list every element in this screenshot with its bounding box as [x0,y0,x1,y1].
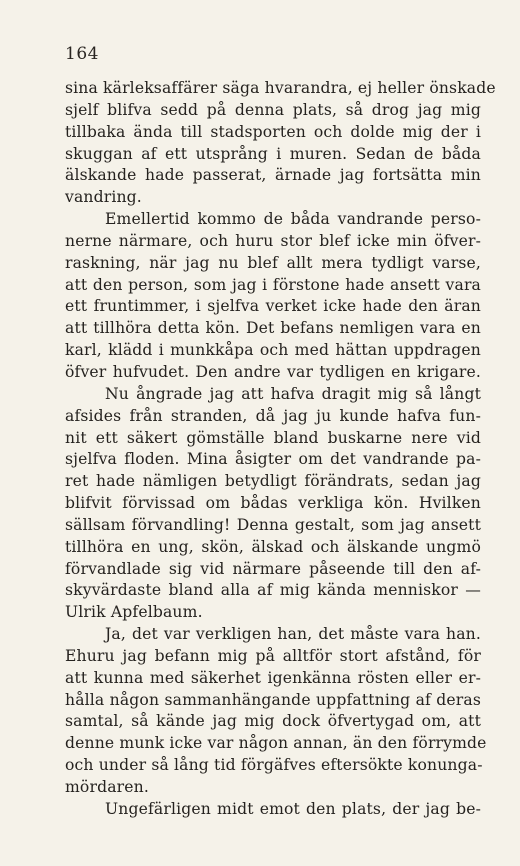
text-line: att den person, som jag i förstone hade ansett vara [65,275,481,294]
text-line: sina kärleksaffärer säga hvarandra, ej heller önskade [65,79,496,97]
text-line: Ehuru jag befann mig på alltför stort afstånd, för [65,646,481,665]
text-line: Ungefärligen midt emot den plats, der jag be- [105,799,481,818]
text-line: tillhöra en ung, skön, älskad och älskande ungmö [65,537,481,556]
text-line: Emellertid kommo de båda vandrande perso- [105,210,481,229]
text-line: öfver hufvudet. Den andre var tydligen en krigare. [65,362,481,381]
text-line: skuggan af ett utsprång i muren. Sedan de båda [65,144,481,163]
text-line: samtal, så kände jag mig dock öfvertygad om, att [65,712,481,731]
text-line: nit ett säkert gömställe bland buskarne nere vid [65,428,481,447]
text-line: tillbaka ända till stadsporten och dolde mig der i [65,122,481,141]
text-line: ret hade nämligen betydligt förändrats, sedan jag [65,472,481,491]
text-line: ett fruntimmer, i sjelfva verket icke hade den äran [65,297,481,316]
text-line: att kunna med säkerhet igenkänna rösten eller er- [65,668,481,687]
text-line: skyvärdaste bland alla af mig kända menniskor — [65,581,481,600]
text-line: karl, klädd i munkkåpa och med hättan uppdragen [65,341,481,360]
text-line: och under så lång tid förgäfves eftersökte konunga- [65,756,483,775]
text-line: Ja, det var verkligen han, det måste vara han. [105,625,481,644]
text-line: mördaren. [65,778,149,796]
text-line: Ulrik Apfelbaum. [65,603,203,622]
text-line: nerne närmare, och huru stor blef icke min öfver- [65,231,481,250]
text-line: älskande hade passerat, ärnade jag fortsätta min [65,166,481,185]
text-line: afsides från stranden, då jag ju kunde hafva fun- [65,406,481,425]
text-line: sällsam förvandling! Denna gestalt, som jag ansett [65,515,481,534]
text-line: sjelfva floden. Mina åsigter om det vandrande pa- [65,450,481,469]
text-line: förvandlade sig vid närmare påseende till den af- [65,559,481,578]
text-line: hålla någon sammanhängande uppfattning af deras [65,690,481,709]
text-line: att tillhöra detta kön. Det befans nemligen vara en [65,319,481,338]
text-line: raskning, när jag nu blef allt mera tydligt varse, [65,253,481,272]
page-number: 164 [65,44,99,64]
text-line: vandring. [65,188,142,207]
text-line: denne munk icke var någon annan, än den förrymde [65,734,487,753]
text-line: Nu ångrade jag att hafva dragit mig så långt [105,384,481,403]
body-text [65,78,496,821]
text-line: sjelf blifva sedd på denna plats, så drog jag mig [65,100,481,119]
text-line: blifvit förvissad om bådas verkliga kön. Hvilken [65,494,481,513]
